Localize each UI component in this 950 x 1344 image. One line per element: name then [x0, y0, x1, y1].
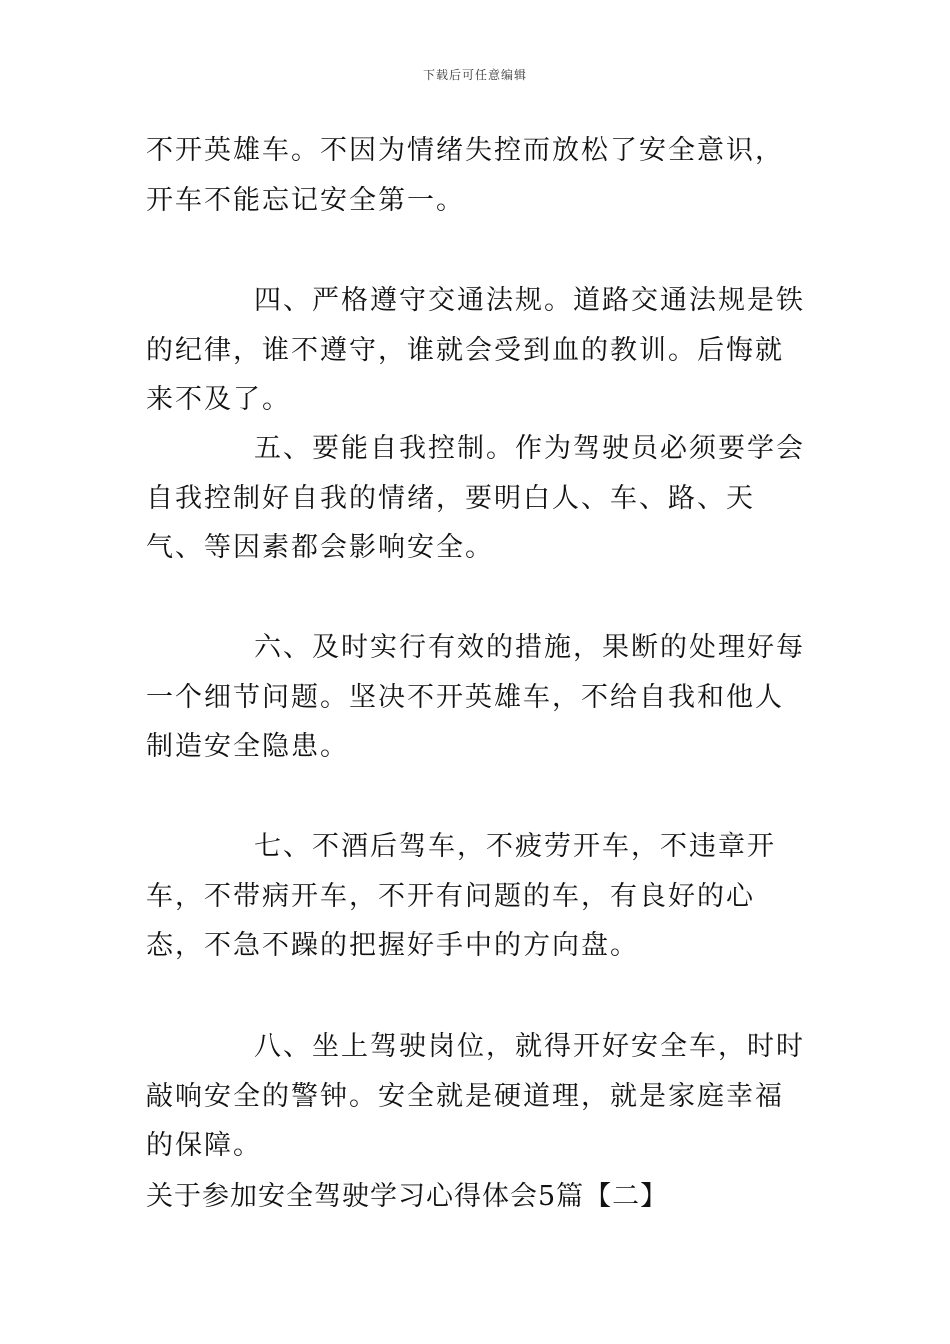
paragraph-text: 七、不酒后驾车，不疲劳开车，不违章开车，不带病开车，不开有问题的车，有良好的心态，不急不躁的把握好手中的方向盘。: [146, 831, 776, 961]
paragraph-item-7: [146, 822, 808, 971]
paragraph-continuation: [146, 126, 808, 225]
paragraph-text: 四、严格遵守交通法规。道路交通法规是铁的纪律，谁不遵守，谁就会受到血的教训。后悔就来不及了。: [146, 285, 805, 415]
paragraph-item-4: [146, 276, 808, 425]
section-heading: 关于参加安全驾驶学习心得体会5篇【二】: [146, 1181, 669, 1212]
paragraph-item-5: [146, 424, 808, 573]
paragraph-item-6: [146, 623, 808, 772]
paragraph-text: 八、坐上驾驶岗位，就得开好安全车，时时敲响安全的警钟。安全就是硬道理，就是家庭幸福的保障。: [146, 1031, 805, 1161]
paragraph-text: 六、及时实行有效的措施，果断的处理好每一个细节问题。坚决不开英雄车，不给自我和他人制造安全隐患。: [146, 632, 805, 762]
paragraph-text: 五、要能自我控制。作为驾驶员必须要学会自我控制好自我的情绪，要明白人、车、路、天气、等因素都会影响安全。: [146, 433, 805, 563]
page-header-note: 下载后可任意编辑: [422, 68, 527, 82]
paragraph-item-8: [146, 1022, 808, 1171]
paragraph-text: 不开英雄车。不因为情绪失控而放松了安全意识，开车不能忘记安全第一。: [146, 135, 784, 216]
